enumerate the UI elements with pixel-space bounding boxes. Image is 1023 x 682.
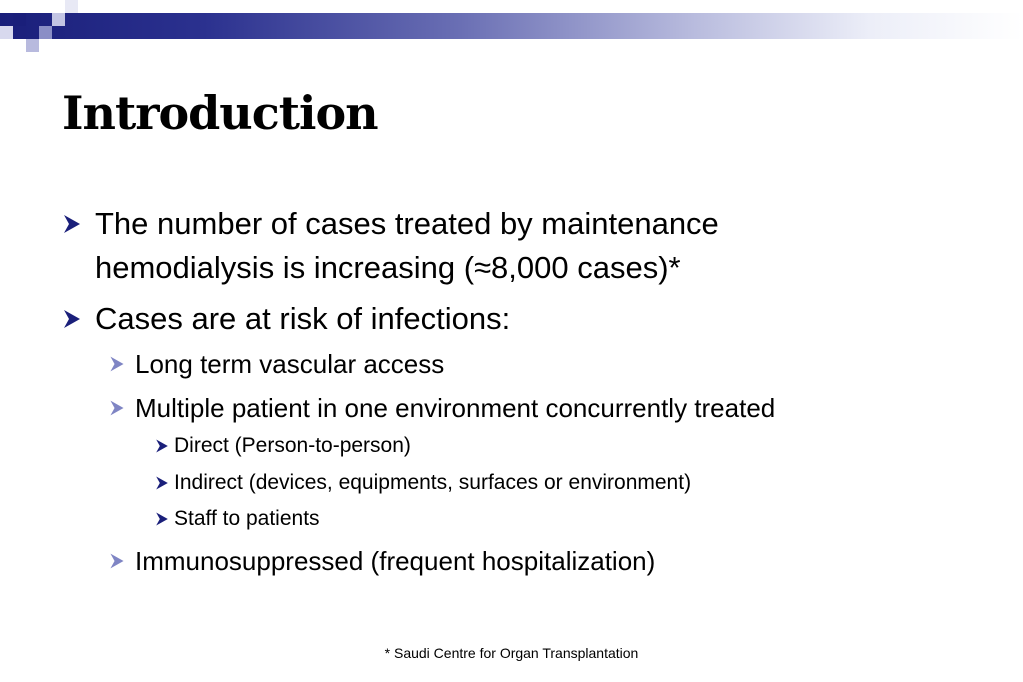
arrow-bullet-icon (62, 308, 82, 330)
bullet-text-line: Immunosuppressed (frequent hospitalization) (135, 546, 656, 576)
bullet-text-line: The number of cases treated by maintenance (95, 206, 719, 241)
decorative-square (26, 39, 39, 52)
arrow-bullet-icon (62, 213, 82, 235)
arrow-bullet-icon (154, 511, 170, 527)
arrow-bullet-icon (108, 552, 126, 570)
arrow-bullet-icon (108, 399, 126, 417)
header-gradient-bar (0, 13, 1023, 39)
decorative-square (52, 13, 65, 26)
bullet-text-line: Indirect (devices, equipments, surfaces or environment) (174, 471, 692, 494)
decorative-square (65, 0, 78, 13)
bullet-text-line: Long term vascular access (135, 349, 445, 379)
bullet-text-line: hemodialysis is increasing (≈8,000 cases)* (95, 250, 681, 285)
bullet-text-line: Direct (Person-to-person) (174, 434, 411, 457)
bullet-text-line: Staff to patients (174, 507, 320, 530)
arrow-bullet-icon (108, 355, 126, 373)
arrow-bullet-icon (154, 438, 170, 454)
decorative-square (39, 26, 52, 39)
bullet-text-line: Cases are at risk of infections: (95, 301, 511, 336)
arrow-bullet-icon (154, 475, 170, 491)
bullet-text-line: Multiple patient in one environment concurrently treated (135, 393, 776, 423)
decorative-square (13, 13, 26, 26)
decorative-square (0, 26, 13, 39)
slide-title: Introduction (62, 86, 378, 140)
footnote: * Saudi Centre for Organ Transplantation (384, 645, 639, 661)
decorative-square (26, 0, 52, 13)
